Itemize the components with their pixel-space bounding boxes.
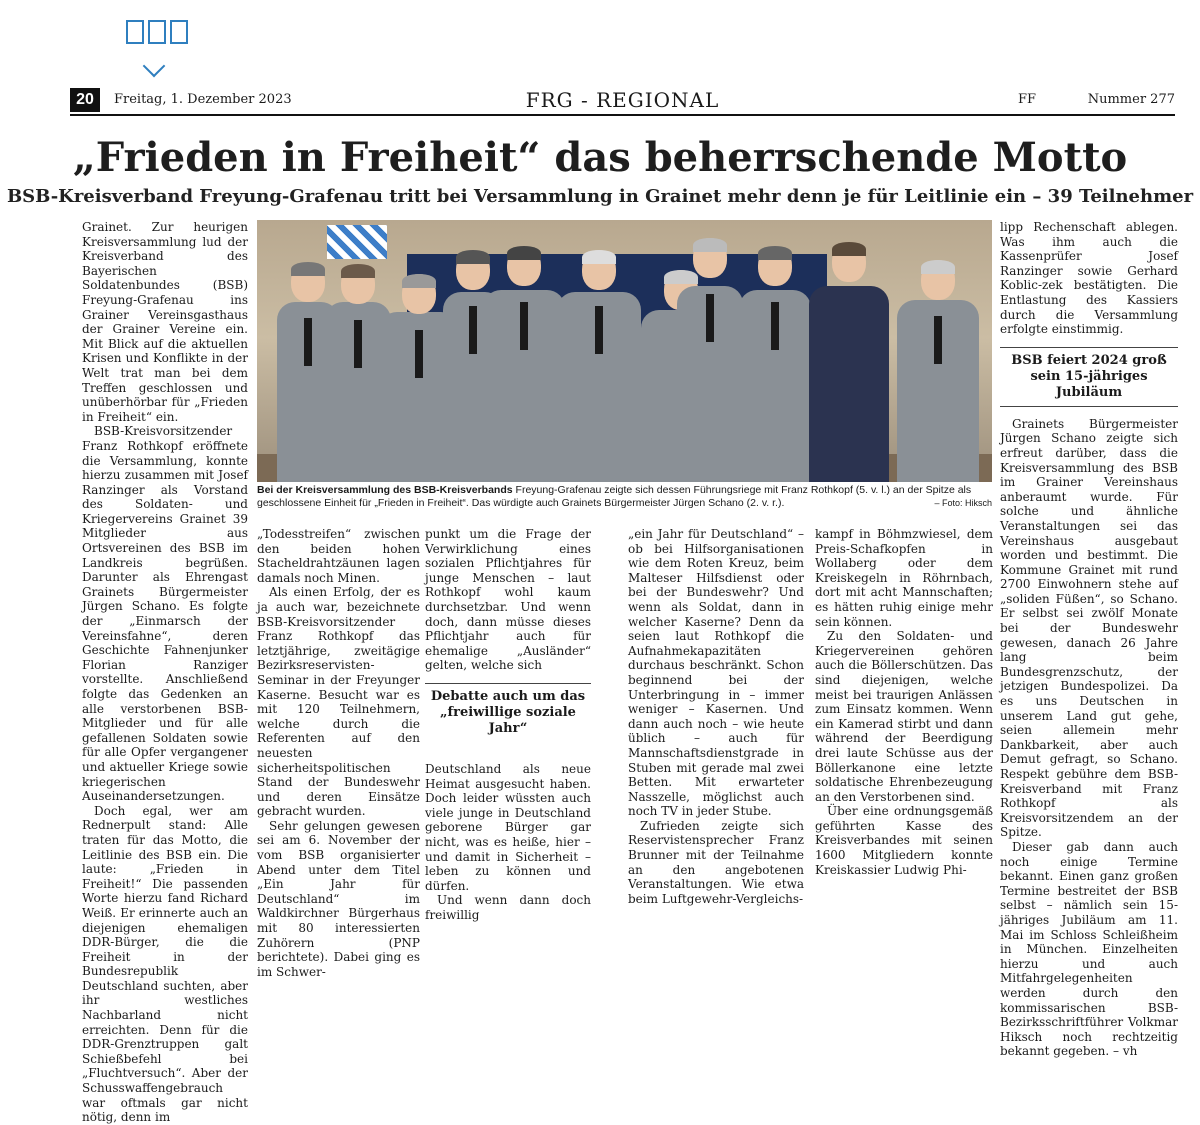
photo-credit: – Foto: Hiksch (934, 498, 992, 508)
section-title: FRG - REGIONAL (525, 88, 720, 112)
paragraph: „ein Jahr für Deutschland“ – ob bei Hilfsorganisationen wie dem Roten Kreuz, beim Malteser Hilfsdienst oder bei der Bundeswehr? Und wenn als Soldat, dann in welcher Kaserne? Denn da seien laut Rothkopf die Aufnahmekapazitäten durchaus beschränkt. Schon beginnend bei der Unterbringung in – immer weniger – Kasernen. Und dann auch noch – wie heute üblich – auch für Mannschaftsdienstgrade in Stuben mit gerade mal zwei Betten. Mit erwarteter Nasszelle, möglichst auch noch TV in jeder Stube. (628, 527, 804, 819)
paragraph: Grainet. Zur heurigen Kreisversammlung lud der Kreisverband des Bayerischen Soldatenbundes (BSB) Freyung-Grafenau ins Grainer Vereinsgasthaus der Grainer Vereine ein. Mit Blick auf die aktuellen Krisen und Konflikte in der Welt trat man bei dem Treffen geschlossen und unüberhörbar für „Frieden in Freiheit“ ein. (82, 220, 248, 424)
caption-lead: Bei der Kreisversammlung des BSB-Kreisverbands (257, 484, 513, 496)
paragraph: Dieser gab dann auch noch einige Termine bekannt. Einen ganz großen Termine bestreitet der BSB selbst – nämlich sein 15-jähriges Jubiläum am 11. Mai im Schloss Schleißheim in München. Einzelheiten hierzu und auch Mitfahrgelegenheiten werden durch den kommissarischen BSB-Bezirksschriftführer Volkmar Hiksch noch rechtzeitig bekannt gegeben. – vh (1000, 839, 1178, 1059)
page-header (70, 88, 1175, 116)
paragraph: Zufrieden zeigte sich Reservistensprecher Franz Brunner mit der Teilnahme an den angebotenen Veranstaltungen. Wie etwa beim Luftgewehr-Vergleichs- (628, 818, 804, 906)
person (739, 246, 811, 482)
page-view-icons[interactable] (126, 20, 188, 44)
paragraph: Zu den Soldaten- und Kriegervereinen gehören auch die Böllerschützen. Das sind diejenigen, welche meist bei traurigen Anlässen zum Einsatz kommen. Wenn ein Kamerad stirbt und dann während der Beerdigung drei laute Schüsse aus der Böllerkanone eine letzte soldatische Ehrenbezeugung an den Verstorbenen sind. (815, 629, 993, 804)
subheadline: BSB-Kreisverband Freyung-Grafenau tritt bei Versammlung in Grainet mehr denn je für Leitlinie ein – 39 Teilnehmer (6, 186, 1194, 207)
paragraph: lipp Rechenschaft ablegen. Was ihm auch die Kassenprüfer Josef Ranzinger sowie Gerhard Koblic-zek bestätigten. Die Entlastung des Kassiers durch die Versammlung erfolgte einstimmig. (1000, 220, 1178, 337)
paragraph: Grainets Bürgermeister Jürgen Schano zeigte sich erfreut darüber, dass die Kreisversammlung des BSB im Grainer Vereinshaus anberaumt wurde. Für solche und ähnliche Veranstaltungen sei das Vereinshaus ausgebaut worden und bestimmt. Die Kommune Grainet mit rund 2700 Einwohnern stehe auf „soliden Füßen“, so Schano. Er selbst sei zwölf Monate bei der Bundeswehr gewesen, danach 26 Jahre lang beim Bundesgrenzschutz, der jetzigen Bundespolizei. Da es uns Deutschen in unserem Land gut gehe, seien allemein mehr Dankbarkeit, aber auch Demut gefragt, so Schano. Respekt gebühre dem BSB-Kreisverband mit Franz Rothkopf als Kreisvorsitzendem an der Spitze. (1000, 416, 1178, 840)
edition-code: FF (1018, 92, 1037, 107)
page-icon-1[interactable] (126, 20, 144, 44)
page-icon-2[interactable] (148, 20, 166, 44)
headline: „Frieden in Freiheit“ das beherrschende Motto (72, 134, 1128, 181)
column-5 (815, 527, 993, 877)
column-2 (257, 527, 420, 979)
page-number: 20 (70, 88, 100, 112)
person (483, 246, 565, 482)
subheading: Debatte auch um das „freiwillige soziale Jahr“ (425, 683, 591, 742)
paragraph: BSB-Kreisvorsitzender Franz Rothkopf eröffnete die Versammlung, konnte hierzu zusammen mit Josef Ranzinger als Vorstand des Soldaten- und Kriegervereins Grainet 39 Mitglieder aus Ortsvereinen des BSB im Landkreis begrüßen. Darunter als Ehrengast Grainets Bürgermeister Jürgen Schano. Es folgte der „Einmarsch der Vereinsfahne“, deren Geschichte Fahnenjunker Florian Ranziger vorstellte. Anschließend folgte das Gedenken an alle verstorbenen BSB-Mitglieder und für alle gefallenen Soldaten sowie für alle Opfer vergangener und aktueller Kriege sowie kriegerischen Auseinandersetzungen. (82, 424, 248, 804)
bavarian-flag (327, 225, 387, 259)
column-6 (1000, 220, 1178, 1059)
photo-caption (257, 484, 992, 510)
caption-text: Freyung-Grafenau zeigte sich dessen Führungsriege mit Franz Rothkopf (5. v. l.) an der Spitze als geschlossene Einheit für „Frieden in Freiheit“. Das würdigte auch Grainets Bürgermeister Jürgen Schano (2. v. r.). (257, 484, 972, 509)
paragraph: „Todesstreifen“ zwischen den beiden hohen Stacheldrahtzäunen lagen damals noch Minen. (257, 527, 420, 585)
paragraph: Über eine ordnungsgemäß geführten Kasse des Kreisverbandes mit seinen 1600 Mitgliedern konnte Kreiskassier Ludwig Phi- (815, 804, 993, 877)
page-icon-3[interactable] (170, 20, 188, 44)
paragraph: punkt um die Frage der Verwirklichung eines sozialen Pflichtjahres für junge Menschen – laut Rothkopf wohl kaum durchsetzbar. Und wenn doch, dann müsse dieses Pflichtjahr auch für ehemalige „Ausländer“ gelten, welche sich (425, 527, 591, 673)
person (897, 260, 979, 482)
person (557, 250, 641, 482)
column-3 (425, 527, 591, 922)
paragraph: Doch egal, wer am Rednerpult stand: Alle traten für das Motto, die Leitlinie des BSB ein. Die laute: „Frieden in Freiheit!“ Die passenden Worte hierzu fand Richard Weiß. Er erinnerte auch an diejenigen ehemaligen DDR-Bürger, die die Freiheit in der Bundesrepublik Deutschland suchten, aber ihr westliches Nachbarland nicht erreichten. Denn für die DDR-Grenztruppen galt Schießbefehl bei „Fluchtversuch“. Aber der Schusswaffengebrauch war oftmals gar nicht nötig, denn im (82, 803, 248, 1125)
issue-date: Freitag, 1. Dezember 2023 (114, 92, 292, 107)
column-4 (628, 527, 804, 906)
subheading: BSB feiert 2024 groß sein 15-jähriges Jubiläum (1000, 347, 1178, 407)
person (677, 238, 743, 482)
paragraph: kampf in Böhmzwiesel, dem Preis-Schafkopfen in Wollaberg oder dem Kreiskegeln in Röhrnbach, dort mit acht Mannschaften; es hätten ruhig einige mehr sein können. (815, 527, 993, 629)
paragraph: Sehr gelungen gewesen sei am 6. November der vom BSB organisierter Abend unter dem Titel „Ein Jahr für Deutschland“ im Waldkirchner Bürgerhaus mit 80 interessierten Zuhörern (PNP berichtete). Dabei ging es im Schwer- (257, 818, 420, 979)
group-photo (257, 220, 992, 482)
paragraph: Und wenn dann doch freiwillig (425, 893, 591, 922)
chevron-down-icon[interactable] (143, 55, 166, 78)
column-1 (82, 220, 248, 1125)
paragraph: Deutschland als neue Heimat ausgesucht haben. Doch leider wüssten auch viele junge in Deutschland geborene Bürger gar nicht, was es heiße, hier – und damit in Sicherheit – leben zu können und dürfen. (425, 761, 591, 893)
person (809, 242, 889, 482)
issue-number: Nummer 277 (1087, 92, 1175, 107)
paragraph: Als einen Erfolg, der es ja auch war, bezeichnete BSB-Kreisvorsitzender Franz Rothkopf das letztjährige, zweitägige Bezirksreservisten-Seminar in der Freyunger Kaserne. Besucht war es mit 120 Teilnehmern, welche durch die Referenten auf den neuesten sicherheitspolitischen Stand der Bundeswehr und deren Einsätze gebracht wurden. (257, 585, 420, 819)
